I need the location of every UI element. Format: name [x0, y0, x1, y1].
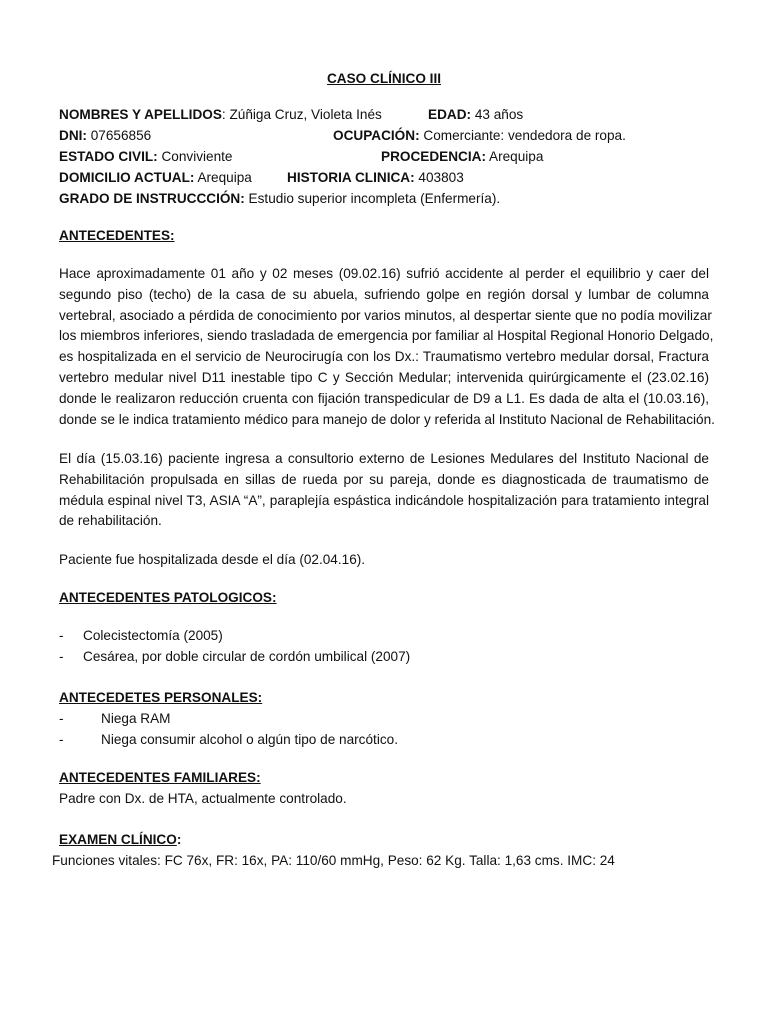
- estado-civil-field: [59, 147, 233, 168]
- nombres-value: : Zúñiga Cruz, Violeta Inés: [221, 107, 382, 122]
- paragraph-line: médula espinal nivel T3, ASIA “A”, paraplejía espástica indicándole hospitalización para tratamiento integral: [59, 492, 709, 508]
- paragraph-line: los miembros inferiores, siendo trasladada de emergencia por familiar al Hospital Regional Honorio Delgado,: [59, 328, 714, 344]
- ocupacion-field: [333, 126, 626, 147]
- dni-value: 07656856: [86, 128, 152, 143]
- antecedentes-paragraph-3: Paciente fue hospitalizada desde el día (02.04.16).: [59, 552, 366, 567]
- bullet-dash: -: [59, 711, 64, 726]
- familiares-heading: ANTECEDENTES FAMILIARES:: [59, 770, 261, 785]
- list-item-text: Cesárea, por doble circular de cordón umbilical (2007): [83, 649, 411, 664]
- patologicos-heading: ANTECEDENTES PATOLOGICOS:: [59, 590, 277, 605]
- procedencia-value: Arequipa: [485, 149, 544, 164]
- document-title: CASO CLÍNICO III: [326, 71, 442, 86]
- estado-civil-value: Conviviente: [157, 149, 233, 164]
- dni-label: DNI:: [59, 128, 87, 143]
- personales-heading: ANTECEDETES PERSONALES:: [59, 690, 263, 705]
- examen-clinico-heading-colon: :: [176, 832, 182, 847]
- paragraph-line: Hace aproximadamente 01 año y 02 meses (09.02.16) sufrió accidente al perder el equilibrio y caer del: [59, 266, 709, 281]
- procedencia-field: [381, 147, 543, 168]
- paragraph-line: segundo piso (techo) de la casa de su abuela, sufriendo golpe en región dorsal y lumbar de columna: [59, 286, 709, 302]
- procedencia-label: PROCEDENCIA:: [381, 149, 486, 164]
- historia-clinica-field: [287, 168, 464, 189]
- examen-clinico-heading: [59, 830, 181, 851]
- paragraph-line: El día (15.03.16) paciente ingresa a consultorio externo de Lesiones Medulares del Instituto Nacional de: [59, 451, 709, 466]
- nombres-label: NOMBRES Y APELLIDOS: [59, 107, 222, 122]
- nombres-field: [59, 105, 382, 126]
- list-item-text: Niega RAM: [101, 711, 171, 726]
- domicilio-value: Arequipa: [194, 170, 252, 185]
- antecedentes-paragraph-2: [59, 449, 709, 532]
- historia-clinica-value: 403803: [414, 170, 464, 185]
- edad-field: [428, 105, 523, 126]
- list-item-text: Colecistectomía (2005): [83, 628, 223, 643]
- antecedentes-heading-colon: :: [170, 228, 175, 243]
- domicilio-label: DOMICILIO ACTUAL:: [59, 170, 195, 185]
- paragraph-line: donde le realizaron reducción cruenta con fijación transpedicular de D9 a L1. Es dada de alta el (10.03.16),: [59, 390, 709, 406]
- paragraph-line: es hospitalizada en el servicio de Neurocirugía con los Dx.: Traumatismo vertebro medular dorsal, Fractura: [59, 349, 709, 365]
- dni-field: [59, 126, 151, 147]
- grado-instruccion-label: GRADO DE INSTRUCCCIÓN:: [59, 191, 245, 206]
- list-item-text: Niega consumir alcohol o algún tipo de narcótico.: [101, 732, 398, 747]
- familiares-text: Padre con Dx. de HTA, actualmente controlado.: [59, 791, 347, 806]
- paragraph-line: Rehabilitación propulsada en sillas de rueda por su pareja, donde es diagnosticada de traumatismo de: [59, 471, 709, 487]
- examen-clinico-heading-text: EXAMEN CLÍNICO: [59, 832, 177, 847]
- antecedentes-heading: [59, 226, 175, 247]
- grado-instruccion-field: [59, 189, 500, 210]
- edad-label: EDAD:: [428, 107, 472, 122]
- bullet-dash: -: [59, 649, 64, 664]
- ocupacion-value: Comerciante: vendedora de ropa.: [419, 128, 626, 143]
- examen-clinico-text: Funciones vitales: FC 76x, FR: 16x, PA: 110/60 mmHg, Peso: 62 Kg. Talla: 1,63 cms. IMC: 24: [52, 853, 615, 868]
- domicilio-field: [59, 168, 252, 189]
- paragraph-line: vertebro medular nivel D11 inestable tipo C y Sección Medular; intervenida quirúrgicamente el (23.02.16): [59, 369, 709, 385]
- grado-instruccion-value: Estudio superior incompleta (Enfermería).: [244, 191, 501, 206]
- paragraph-line: vertebral, asociado a pérdida de conocimiento por varios minutos, al despertar siente que no podía movilizar: [59, 307, 712, 323]
- bullet-dash: -: [59, 732, 64, 747]
- paragraph-line: de rehabilitación.: [59, 513, 162, 529]
- historia-clinica-label: HISTORIA CLINICA:: [287, 170, 415, 185]
- bullet-dash: -: [59, 628, 64, 643]
- edad-value: 43 años: [471, 107, 524, 122]
- ocupacion-label: OCUPACIÓN:: [333, 128, 420, 143]
- estado-civil-label: ESTADO CIVIL:: [59, 149, 158, 164]
- paragraph-line: donde se le indica tratamiento médico para manejo de dolor y referida al Instituto Nacional de Rehabilitación.: [59, 411, 715, 427]
- antecedentes-paragraph-1: [59, 264, 715, 430]
- antecedentes-heading-text: ANTECEDENTES: [59, 228, 171, 243]
